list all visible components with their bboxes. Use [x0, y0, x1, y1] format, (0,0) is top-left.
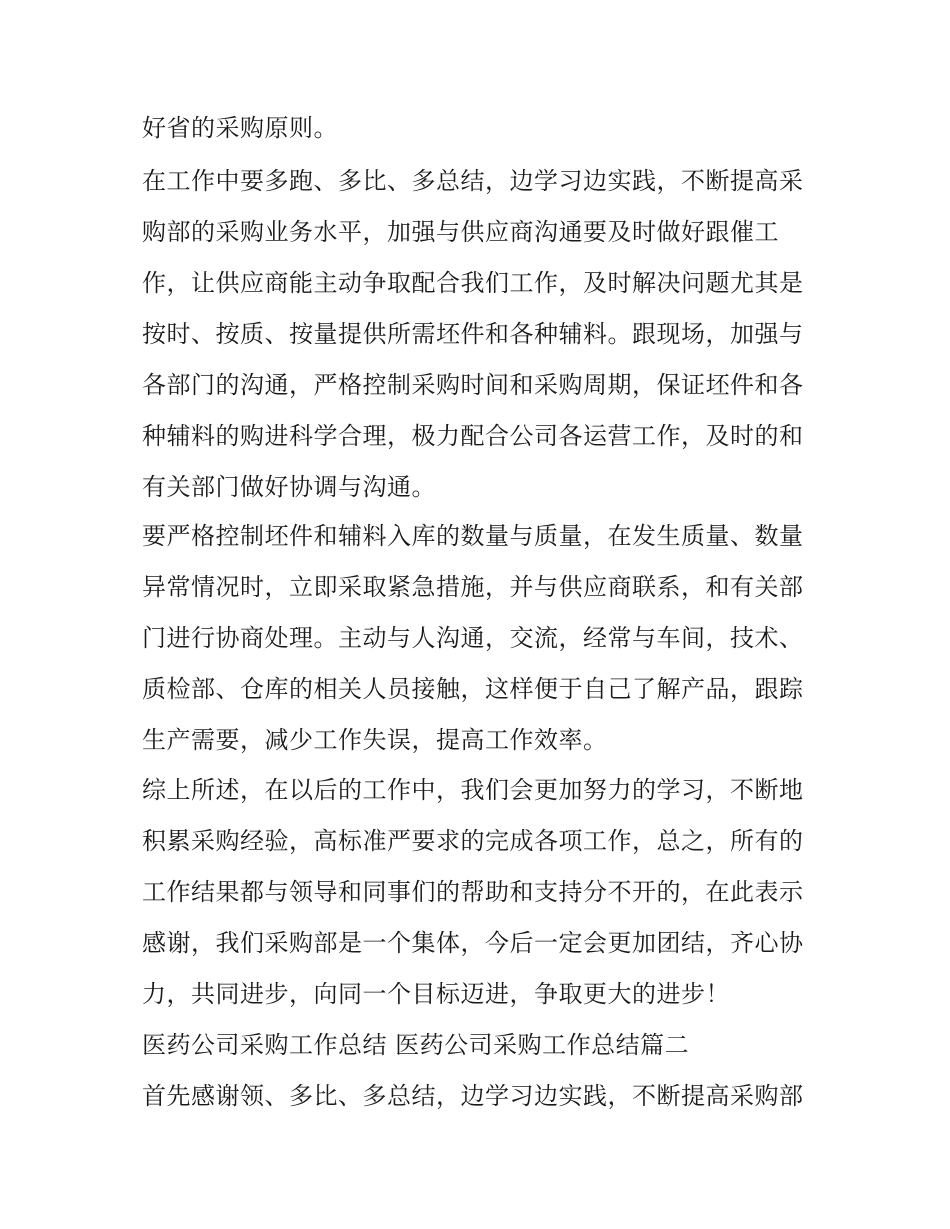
paragraph-line: 工作结果都与领导和同事们的帮助和支持分不开的，在此表示	[142, 878, 804, 906]
paragraph-line: 门进行协商处理。主动与人沟通，交流，经常与车间，技术、	[142, 624, 804, 652]
paragraph-line: 各部门的沟通，严格控制采购时间和采购周期，保证坯件和各	[142, 371, 804, 399]
paragraph-line: 生产需要，减少工作失误，提高工作效率。	[142, 726, 608, 754]
paragraph-line: 好省的采购原则。	[142, 114, 338, 142]
paragraph-line: 购部的采购业务水平，加强与供应商沟通要及时做好跟催工	[142, 218, 779, 246]
paragraph-line: 种辅料的购进科学合理，极力配合公司各运营工作，及时的和	[142, 422, 804, 450]
paragraph-line: 力，共同进步，向同一个目标迈进，争取更大的进步！	[142, 980, 730, 1008]
section-heading: 医药公司采购工作总结 医药公司采购工作总结篇二	[142, 1031, 690, 1059]
paragraph-line: 按时、按质、按量提供所需坯件和各种辅料。跟现场，加强与	[142, 320, 804, 348]
paragraph-line: 有关部门做好协调与沟通。	[142, 473, 436, 501]
paragraph-line: 首先感谢领、多比、多总结，边学习边实践，不断提高采购部	[142, 1082, 804, 1110]
paragraph-line: 异常情况时，立即采取紧急措施，并与供应商联系，和有关部	[142, 573, 804, 601]
paragraph-line: 综上所述，在以后的工作中，我们会更加努力的学习，不断地	[142, 776, 804, 804]
paragraph-line: 作，让供应商能主动争取配合我们工作，及时解决问题尤其是	[142, 269, 804, 297]
paragraph-line: 要严格控制坯件和辅料入库的数量与质量，在发生质量、数量	[142, 522, 804, 550]
paragraph-line: 在工作中要多跑、多比、多总结，边学习边实践，不断提高采	[142, 167, 804, 195]
paragraph-line: 质检部、仓库的相关人员接触，这样便于自己了解产品，跟踪	[142, 675, 804, 703]
paragraph-line: 积累采购经验，高标准严要求的完成各项工作，总之，所有的	[142, 827, 804, 855]
paragraph-line: 感谢，我们采购部是一个集体，今后一定会更加团结，齐心协	[142, 929, 804, 957]
